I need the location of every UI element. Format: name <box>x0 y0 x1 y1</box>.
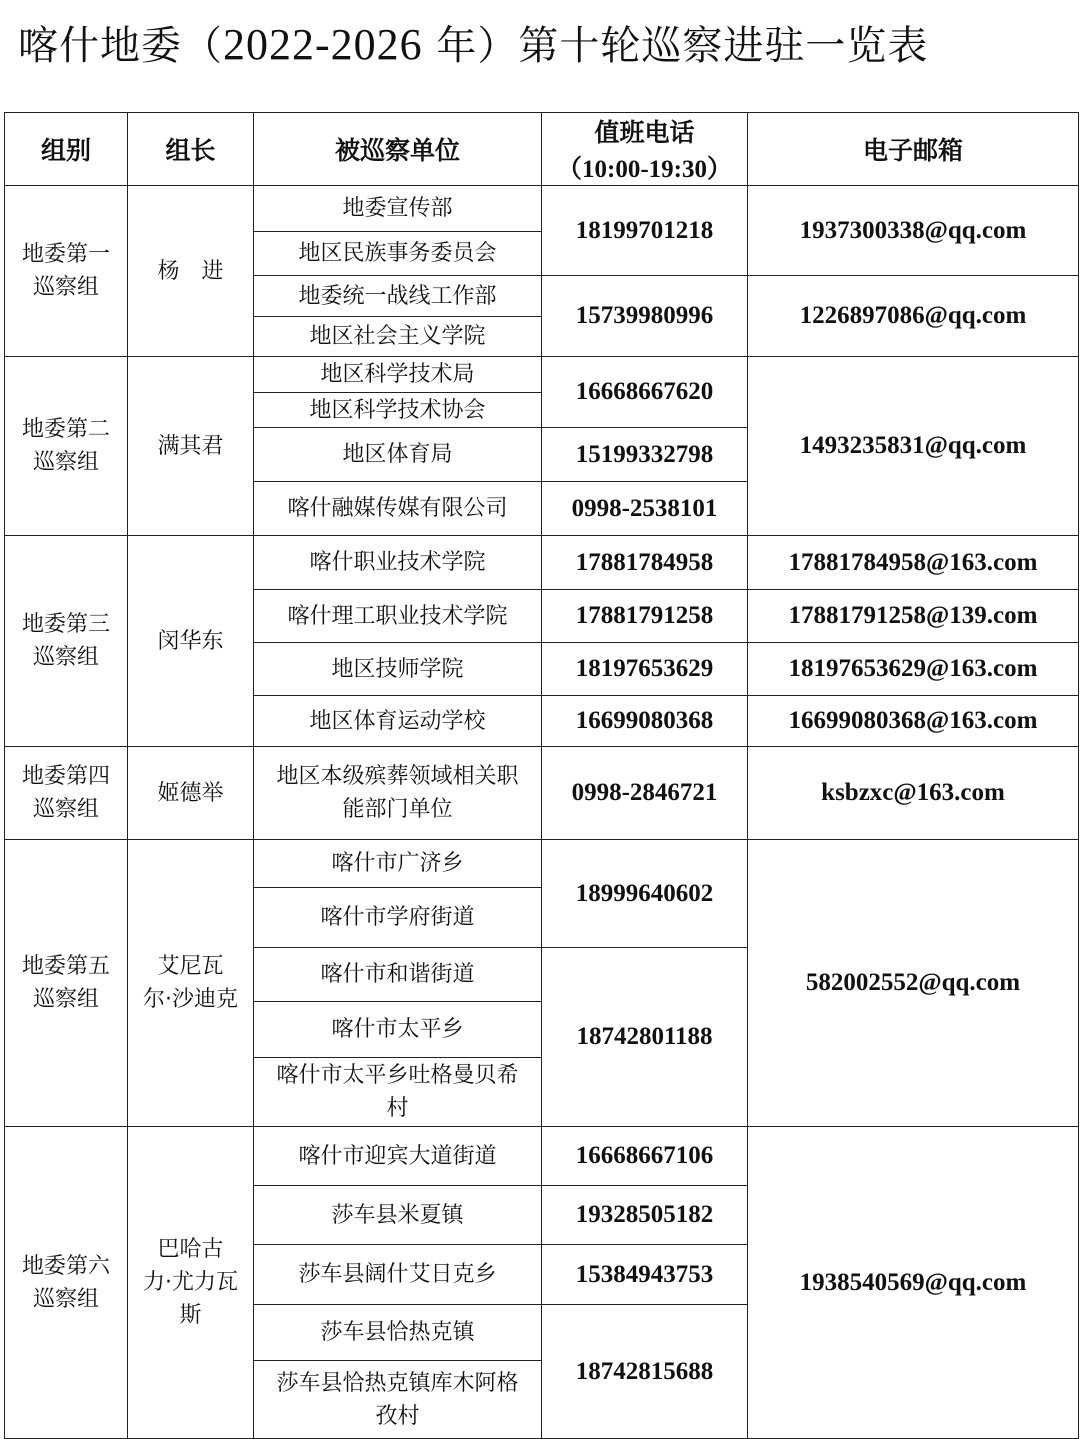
unit-cell: 地区体育局 <box>254 428 542 482</box>
unit-cell: 喀什市迎宾大道街道 <box>254 1127 542 1186</box>
phone-cell: 16699080368 <box>542 696 748 747</box>
unit-name-line: 地区本级殡葬领域相关职 <box>276 764 519 789</box>
unit-name-line: 喀什市太平乡吐格曼贝希 <box>276 1063 519 1088</box>
group-name-line: 巡察组 <box>32 797 99 822</box>
unit-name-line: 莎车县恰热克镇库木阿格 <box>276 1370 519 1396</box>
leader-name-line: 力·尤力瓦 <box>143 1270 238 1295</box>
title-suffix: 年）第十轮巡察进驻一览表 <box>422 23 929 69</box>
unit-cell: 喀什市太平乡 <box>254 1002 542 1058</box>
email-cell: 1937300338@qq.com <box>748 186 1079 276</box>
phone-cell: 18199701218 <box>542 186 748 276</box>
leader-name-line: 闵华东 <box>157 628 224 654</box>
leader-name-line: 满其君 <box>157 433 224 459</box>
phone-cell: 0998-2846721 <box>542 747 748 840</box>
header-phone <box>542 113 748 186</box>
leader-cell <box>128 186 254 357</box>
phone-cell: 17881791258 <box>542 590 748 643</box>
group-cell <box>5 357 128 536</box>
leader-name-line: 杨 进 <box>157 258 224 284</box>
group-cell <box>5 747 128 840</box>
header-phone-hours: （10:00-19:30） <box>557 156 732 183</box>
phone-cell: 18742815688 <box>542 1305 748 1439</box>
unit-name-line: 能部门单位 <box>342 797 453 822</box>
group-name-line: 巡察组 <box>32 275 99 300</box>
unit-cell: 喀什职业技术学院 <box>254 536 542 590</box>
leader-cell <box>128 1127 254 1439</box>
phone-cell: 17881784958 <box>542 536 748 590</box>
header-phone-label: 值班电话 <box>594 118 695 147</box>
group-name-line: 地委第二 <box>21 417 110 442</box>
group-cell <box>5 1127 128 1439</box>
unit-cell: 地区科学技术协会 <box>254 393 542 428</box>
unit-cell <box>254 747 542 840</box>
unit-cell: 地区体育运动学校 <box>254 696 542 747</box>
unit-cell: 莎车县阔什艾日克乡 <box>254 1245 542 1305</box>
unit-cell: 喀什市和谐街道 <box>254 948 542 1002</box>
unit-cell: 莎车县恰热克镇 <box>254 1305 542 1361</box>
leader-name-line: 尔·沙迪克 <box>143 987 238 1012</box>
phone-cell: 19328505182 <box>542 1186 748 1245</box>
leader-cell <box>128 357 254 536</box>
leader-name-line: 巴哈古 <box>157 1237 224 1262</box>
unit-cell: 喀什市学府街道 <box>254 888 542 948</box>
phone-cell: 15739980996 <box>542 276 748 357</box>
unit-cell: 莎车县米夏镇 <box>254 1186 542 1245</box>
phone-cell: 15199332798 <box>542 428 748 482</box>
leader-name-line: 姬德举 <box>157 780 224 806</box>
unit-name-line: 孜村 <box>375 1403 420 1429</box>
unit-cell: 喀什理工职业技术学院 <box>254 590 542 643</box>
group-name-line: 地委第四 <box>21 764 110 789</box>
phone-cell: 15384943753 <box>542 1245 748 1305</box>
group-name-line: 巡察组 <box>32 987 99 1012</box>
unit-cell: 地委统一战线工作部 <box>254 276 542 317</box>
unit-cell <box>254 1361 542 1439</box>
group-name-line: 地委第五 <box>21 954 110 979</box>
unit-name-line: 村 <box>386 1096 409 1121</box>
header-email: 电子邮箱 <box>748 113 1079 186</box>
title-years: 2022-2026 <box>223 20 423 69</box>
phone-cell: 18742801188 <box>542 948 748 1127</box>
table-row <box>5 186 1079 232</box>
unit-cell: 地委宣传部 <box>254 186 542 232</box>
leader-cell <box>128 536 254 747</box>
email-cell: 18197653629@163.com <box>748 643 1079 696</box>
table-row <box>5 1127 1079 1186</box>
email-cell: 1226897086@qq.com <box>748 276 1079 357</box>
email-cell: 582002552@qq.com <box>748 840 1079 1127</box>
document-title <box>18 10 1078 80</box>
phone-cell: 18999640602 <box>542 840 748 948</box>
phone-cell: 0998-2538101 <box>542 482 748 536</box>
group-cell <box>5 186 128 357</box>
group-cell <box>5 536 128 747</box>
unit-cell <box>254 1058 542 1127</box>
leader-name-line: 艾尼瓦 <box>157 954 224 979</box>
phone-cell: 18197653629 <box>542 643 748 696</box>
phone-cell: 16668667106 <box>542 1127 748 1186</box>
email-cell: 1938540569@qq.com <box>748 1127 1079 1439</box>
title-prefix: 喀什地委（ <box>18 23 223 69</box>
email-cell: 17881784958@163.com <box>748 536 1079 590</box>
unit-cell: 地区科学技术局 <box>254 357 542 393</box>
header-row <box>5 113 1079 186</box>
header-group: 组别 <box>5 113 128 186</box>
unit-cell: 地区技师学院 <box>254 643 542 696</box>
table-row <box>5 747 1079 840</box>
header-leader: 组长 <box>128 113 254 186</box>
group-name-line: 巡察组 <box>32 450 99 475</box>
leader-cell <box>128 840 254 1127</box>
email-cell: 1493235831@qq.com <box>748 357 1079 536</box>
group-name-line: 地委第一 <box>21 242 110 267</box>
email-cell: 17881791258@139.com <box>748 590 1079 643</box>
unit-cell: 喀什市广济乡 <box>254 840 542 888</box>
group-cell <box>5 840 128 1127</box>
group-name-line: 地委第六 <box>21 1253 110 1279</box>
table-row <box>5 536 1079 590</box>
email-cell: 16699080368@163.com <box>748 696 1079 747</box>
header-unit: 被巡察单位 <box>254 113 542 186</box>
unit-cell: 喀什融媒传媒有限公司 <box>254 482 542 536</box>
leader-cell <box>128 747 254 840</box>
group-name-line: 巡察组 <box>32 645 99 670</box>
group-name-line: 巡察组 <box>32 1286 99 1312</box>
email-cell: ksbzxc@163.com <box>748 747 1079 840</box>
table-row <box>5 840 1079 888</box>
inspection-table <box>4 112 1079 1439</box>
unit-cell: 地区社会主义学院 <box>254 317 542 357</box>
leader-name-line: 斯 <box>179 1303 202 1328</box>
table-row <box>5 357 1079 393</box>
phone-cell: 16668667620 <box>542 357 748 428</box>
unit-cell: 地区民族事务委员会 <box>254 232 542 276</box>
group-name-line: 地委第三 <box>21 612 110 637</box>
